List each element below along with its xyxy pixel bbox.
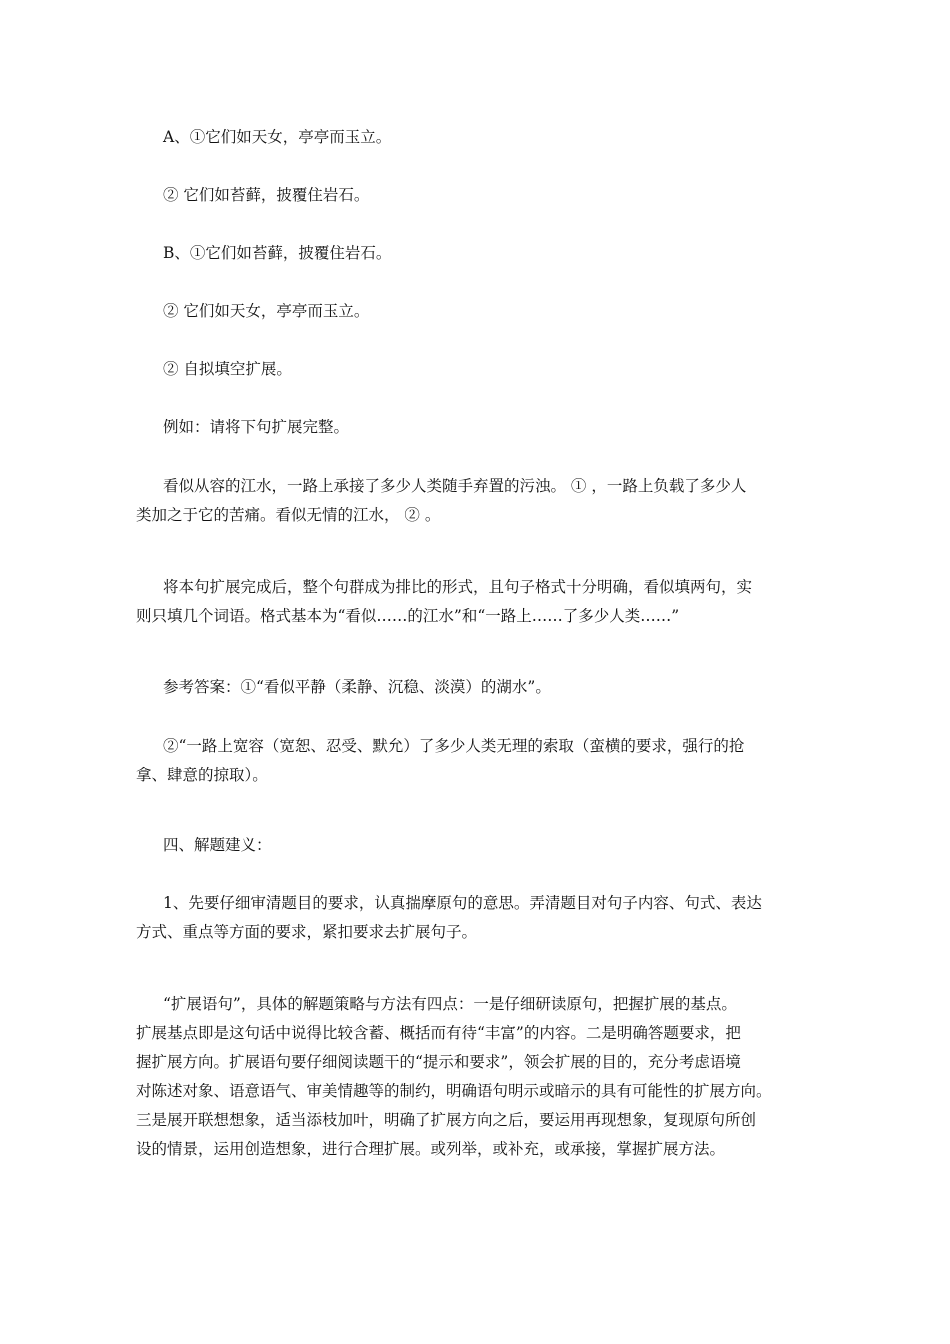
- paragraph-example-intro: 例如：请将下句扩展完整。: [163, 418, 350, 436]
- paragraph-option-b2: ② 它们如天女，亭亭而玉立。: [163, 302, 370, 320]
- paragraph-option-a2: ② 它们如苔藓，披覆住岩石。: [163, 186, 370, 204]
- paragraph-analysis: 将本句扩展完成后，整个句群成为排比的形式，且句子格式十分明确，看似填两句，实 则只填几个词语。格式基本为“看似……的江水”和“一路上……了多少人类……”: [136, 578, 753, 625]
- paragraph-option-b1: B、①它们如苔藓，披覆住岩石。: [163, 244, 392, 262]
- paragraph-option-a1: A、①它们如天女，亭亭而玉立。: [163, 128, 392, 146]
- paragraph-suggestion-one: 1、先要仔细审清题目的要求，认真揣摩原句的意思。弄清题目对句子内容、句式、表达 方式、重点等方面的要求，紧扣要求去扩展句子。: [136, 894, 762, 941]
- section-heading-suggestions: 四、解题建义：: [163, 836, 272, 854]
- paragraph-answer-two: ②“一路上宽容（宽恕、忍受、默允）了多少人类无理的索取（蛮横的要求，强行的抢 拿、肆意的掠取）。: [136, 737, 745, 784]
- paragraph-example-text: 看似从容的江水，一路上承接了多少人类随手弃置的污浊。 ① ，一路上负载了多少人 类加之于它的苦痛。看似无情的江水， ② 。: [136, 477, 747, 524]
- paragraph-fill-blank-heading: ② 自拟填空扩展。: [163, 360, 292, 378]
- paragraph-reference-answer: 参考答案：①“看似平静（柔静、沉稳、淡漠）的湖水”。: [163, 678, 551, 696]
- paragraph-strategy: “扩展语句”，具体的解题策略与方法有四点：一是仔细研读原句，把握扩展的基点。 扩展基点即是这句话中说得比较含蓄、概括而有待“丰富”的内容。二是明确答题要求，把 握扩展方向。扩展语句要仔细阅读题干的“提示和要求”，领会扩展的目的，充分考虑语境 对陈述对象、语意语气、审美情趣等的制约，明确语句明示或暗示的具有可能性的扩展方向。 三是展开联想想象，适当添枝加叶，明确了扩展方向之后，要运用再现想象，复现原句所创 设的情景，运用创造想象，进行合理扩展。或列举，或补充，或承接，掌握扩展方法。: [136, 995, 772, 1158]
